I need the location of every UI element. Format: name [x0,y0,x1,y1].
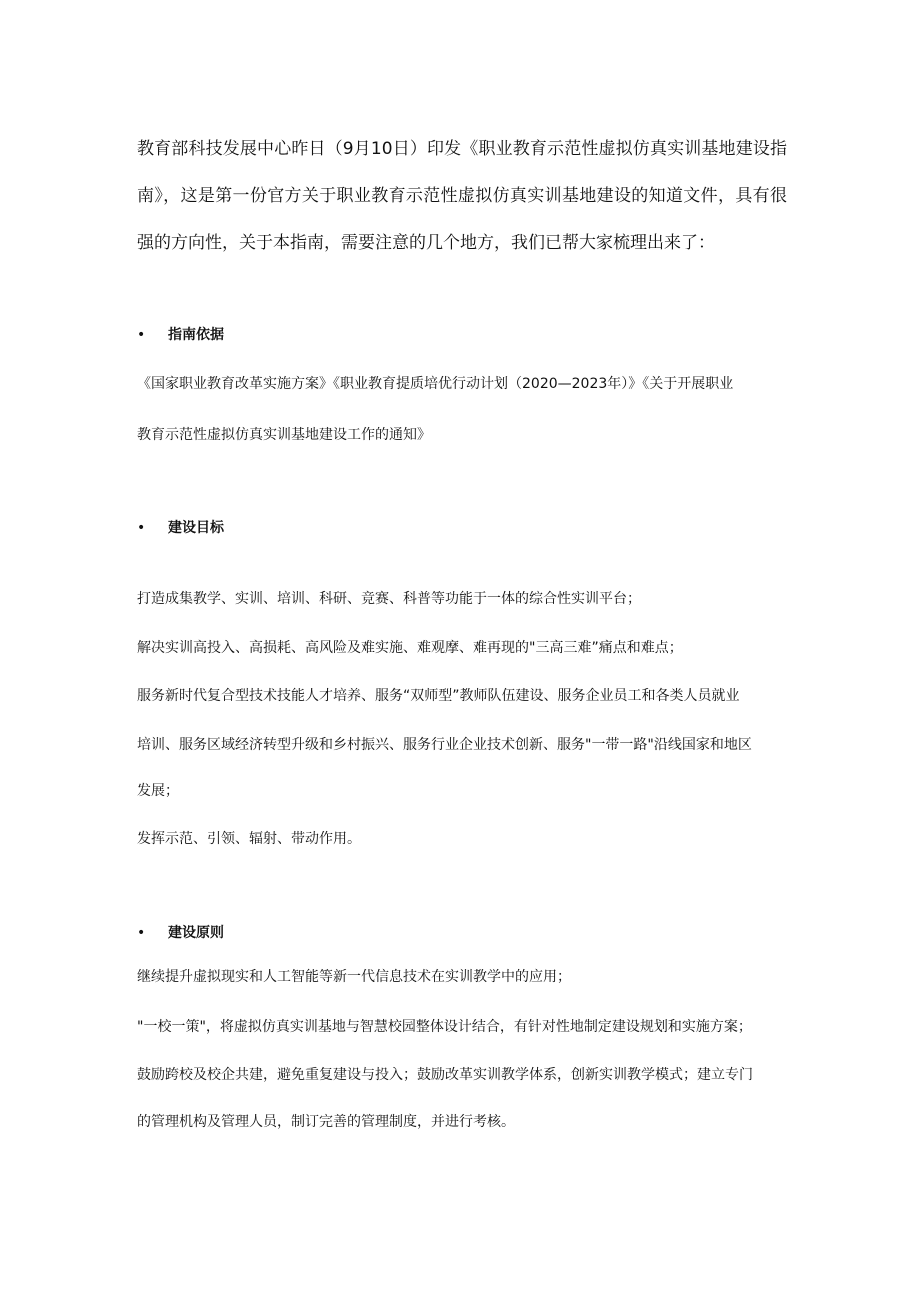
principles-line-1: 继续提升虚拟现实和人工智能等新一代信息技术在实训教学中的应用； [137,969,571,985]
goals-line-1: 打造成集教学、实训、培训、科研、竞赛、科普等功能于一体的综合性实训平台； [137,591,641,607]
section-title-goals: 建设目标 [168,520,224,536]
principles-line-4: 的管理机构及管理人员，制订完善的管理制度，并进行考核。 [137,1114,515,1130]
section-title-principles: 建设原则 [168,925,224,941]
intro-paragraph: 教育部科技发展中心昨日（9月10日）印发《职业教育示范性虚拟仿真实训基地建设指南》，这是第一份官方关于职业教育示范性虚拟仿真实训基地建设的知道文件，具有很强的方向性，关于本指南，需要注意的几个地方，我们已帮大家梳理出来了： [137,139,787,253]
goals-line-6: 发挥示范、引领、辐射、带动作用。 [137,831,361,847]
bullet-icon: • [137,520,146,536]
goals-line-3: 服务新时代复合型技术技能人才培养、服务“双师型”教师队伍建设、服务企业员工和各类人员就业 [137,688,740,704]
goals-line-5: 发展； [137,783,179,799]
basis-line-2: 教育示范性虚拟仿真实训基地建设工作的通知》 [137,427,431,443]
bullet-icon: • [137,327,146,343]
goals-line-4: 培训、服务区域经济转型升级和乡村振兴、服务行业企业技术创新、服务"一带一路"沿线国家和地区 [137,737,752,753]
section-title-basis: 指南依据 [168,327,224,343]
principles-line-3: 鼓励跨校及校企共建，避免重复建设与投入；鼓励改革实训教学体系，创新实训教学模式；建立专门 [137,1067,753,1083]
goals-line-2: 解决实训高投入、高损耗、高风险及难实施、难观摩、难再现的"三高三难”痛点和难点； [137,640,683,656]
principles-line-2: "一校一策"，将虚拟仿真实训基地与智慧校园整体设计结合，有针对性地制定建设规划和实施方案； [137,1019,752,1035]
bullet-icon: • [137,925,146,941]
basis-line-1: 《国家职业教育改革实施方案》《职业教育提质培优行动计划（2020—2023年）》《关于开展职业 [137,376,734,392]
